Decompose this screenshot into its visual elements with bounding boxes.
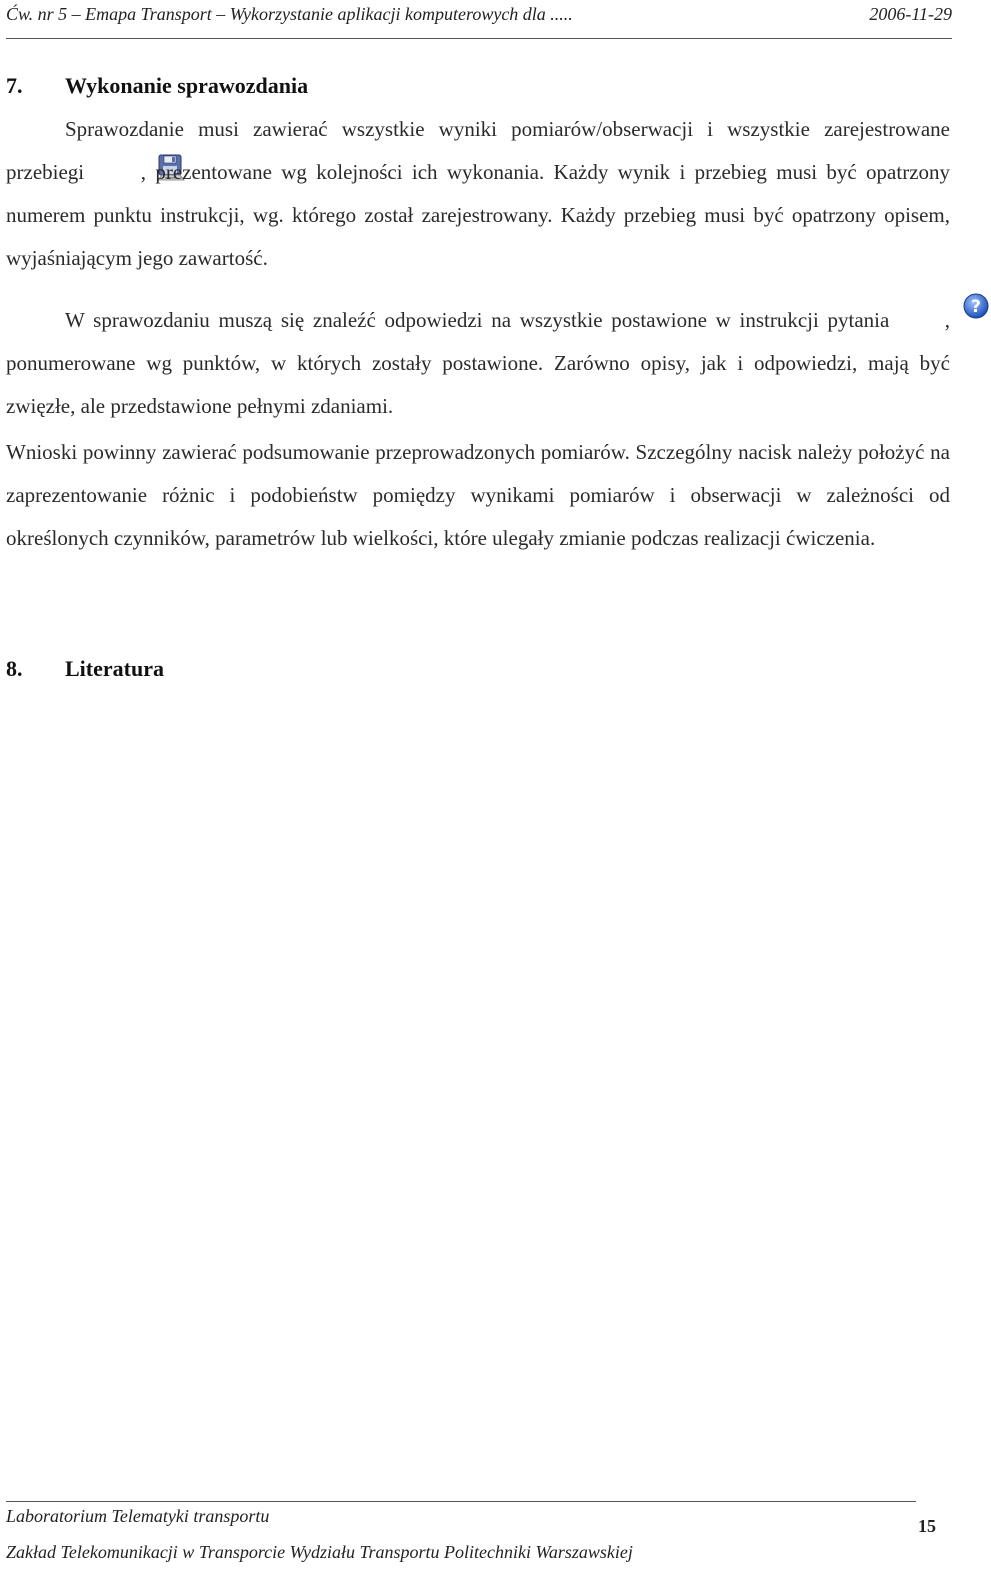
save-to-disk-icon — [97, 153, 127, 183]
header-date: 2006-11-29 — [869, 4, 952, 24]
page-number: 15 — [918, 1516, 936, 1536]
paragraph-1-text-b: , prezentowane wg kolejności ich wykonania. Każdy wynik i przebieg musi być opatrzony numerem punktu instrukcji, wg. którego został zarejestrowany. Każdy przebieg musi być opatrzony opisem, wyjaśniającym jego zawartość. — [6, 160, 951, 270]
question-mark-icon — [902, 291, 981, 321]
section-8-heading — [6, 656, 164, 682]
header-rule — [6, 38, 952, 39]
svg-text:?: ? — [971, 297, 981, 317]
header-title: Ćw. nr 5 – Emapa Transport – Wykorzystanie aplikacji komputerowych dla ..... — [6, 4, 573, 24]
section-7-title: Wykonanie sprawozdania — [65, 73, 309, 98]
paragraph-1-text-a: Sprawozdanie musi zawierać wszystkie wyniki pomiarów/obserwacji i wszystkie zarejestrowane przebiegi — [6, 117, 950, 184]
footer-lab-name: Laboratorium Telematyki transportu — [6, 1506, 270, 1526]
section-8-title: Literatura — [65, 656, 164, 681]
paragraph-conclusions: Wnioski powinny zawierać podsumowanie przeprowadzonych pomiarów. Szczególny nacisk należy położyć na zaprezentowanie różnic i podobieństw pomiędzy wynikami pomiarów i obserwacji w zależności od określonych czynników, parametrów lub wielkości, które ulegały zmianie podczas realizacji ćwiczenia. — [6, 440, 950, 550]
paragraph-report-contents — [6, 108, 950, 280]
section-8-number: 8. — [6, 656, 23, 681]
footer-rule — [6, 1501, 916, 1502]
section-7-heading — [6, 73, 308, 99]
paragraph-answers — [6, 291, 981, 428]
page-header — [6, 4, 952, 24]
paragraph-2-text-b: , ponumerowane wg punktów, w których zostały postawione. Zarówno opisy, jak i odpowiedzi, mają być zwięzłe, ale przedstawione pełnymi zdaniami. — [6, 308, 951, 418]
footer-department: Zakład Telekomunikacji w Transporcie Wydziału Transportu Politechniki Warszawskiej — [6, 1542, 633, 1562]
section-7-number: 7. — [6, 73, 23, 98]
paragraph-2-text-a: W sprawozdaniu muszą się znaleźć odpowiedzi na wszystkie postawione w instrukcji pytania — [65, 308, 890, 332]
